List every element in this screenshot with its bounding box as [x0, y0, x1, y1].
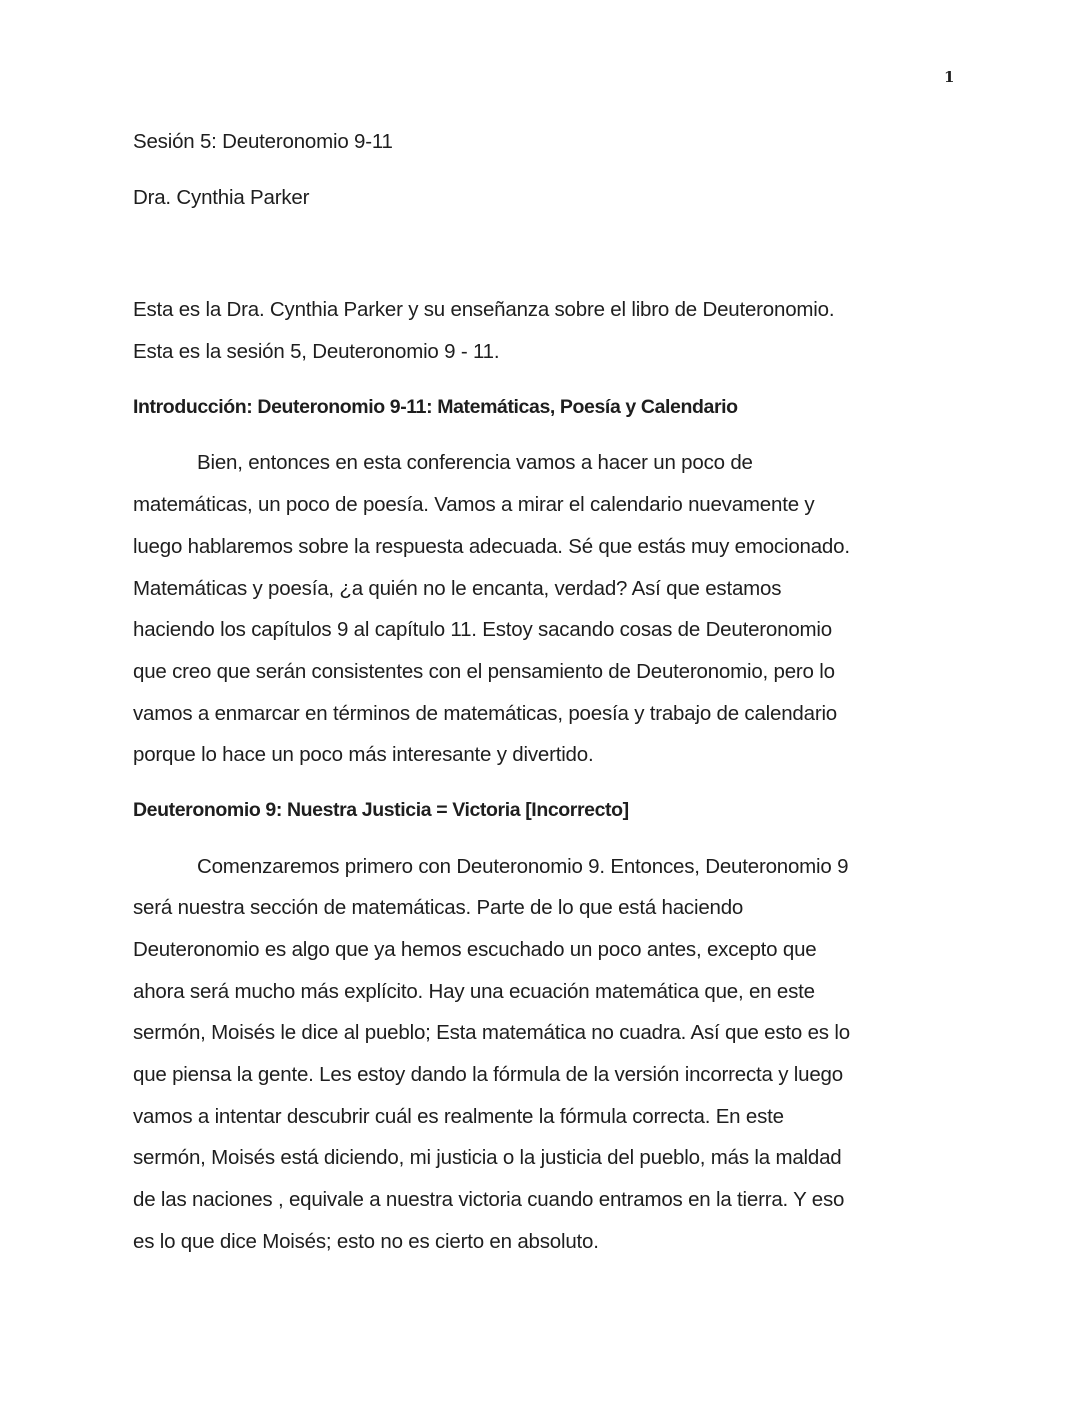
page-number: 1: [944, 68, 955, 86]
paragraph-line: sermón, Moisés le dice al pueblo; Esta matemática no cuadra. Así que esto es lo: [133, 1021, 850, 1045]
section-heading-text: Deuteronomio 9: Nuestra Justicia = Victoria [Incorrecto]: [133, 798, 629, 821]
paragraph-line: sermón, Moisés está diciendo, mi justicia o la justicia del pueblo, más la maldad: [133, 1146, 842, 1170]
paragraph-line: Bien, entonces en esta conferencia vamos a hacer un poco de: [197, 451, 753, 475]
paragraph-line: que piensa la gente. Les estoy dando la fórmula de la versión incorrecta y luego: [133, 1063, 843, 1087]
document-title: Sesión 5: Deuteronomio 9-11: [133, 130, 393, 153]
document-title-block: [133, 121, 963, 163]
section-heading: [133, 790, 963, 832]
document-body: [133, 121, 963, 1263]
intro-paragraph: [133, 289, 963, 372]
paragraph-line: matemáticas, un poco de poesía. Vamos a mirar el calendario nuevamente y: [133, 493, 815, 517]
paragraph-line: vamos a enmarcar en términos de matemáticas, poesía y trabajo de calendario: [133, 701, 838, 725]
section-heading: [133, 387, 963, 429]
author-block: [133, 177, 963, 219]
paragraph-line: ahora será mucho más explícito. Hay una ecuación matemática que, en este: [133, 979, 815, 1003]
paragraph-line: luego hablaremos sobre la respuesta adecuada. Sé que estás muy emocionado.: [133, 534, 850, 558]
intro-line: Esta es la sesión 5, Deuteronomio 9 - 11.: [133, 340, 500, 364]
paragraph-line: Matemáticas y poesía, ¿a quién no le encanta, verdad? Así que estamos: [133, 576, 782, 600]
paragraph-line: de las naciones , equivale a nuestra victoria cuando entramos en la tierra. Y eso: [133, 1188, 845, 1212]
paragraph-line: Comenzaremos primero con Deuteronomio 9. Entonces, Deuteronomio 9: [197, 854, 849, 878]
section-heading-text: Introducción: Deuteronomio 9-11: Matemáticas, Poesía y Calendario: [133, 395, 738, 418]
section-paragraph: [133, 442, 963, 776]
paragraph-line: haciendo los capítulos 9 al capítulo 11. Estoy sacando cosas de Deuteronomio: [133, 618, 832, 642]
paragraph-line: que creo que serán consistentes con el pensamiento de Deuteronomio, pero lo: [133, 659, 835, 683]
author-name: Dra. Cynthia Parker: [133, 185, 310, 209]
paragraph-line: vamos a intentar descubrir cuál es realmente la fórmula correcta. En este: [133, 1104, 784, 1128]
paragraph-line: Deuteronomio es algo que ya hemos escuchado un poco antes, excepto que: [133, 938, 817, 961]
intro-line: Esta es la Dra. Cynthia Parker y su enseñanza sobre el libro de Deuteronomio.: [133, 298, 835, 322]
paragraph-line: porque lo hace un poco más interesante y divertido.: [133, 743, 594, 767]
paragraph-line: será nuestra sección de matemáticas. Parte de lo que está haciendo: [133, 896, 744, 920]
paragraph-line: es lo que dice Moisés; esto no es cierto en absoluto.: [133, 1229, 599, 1253]
section-paragraph: [133, 846, 963, 1263]
